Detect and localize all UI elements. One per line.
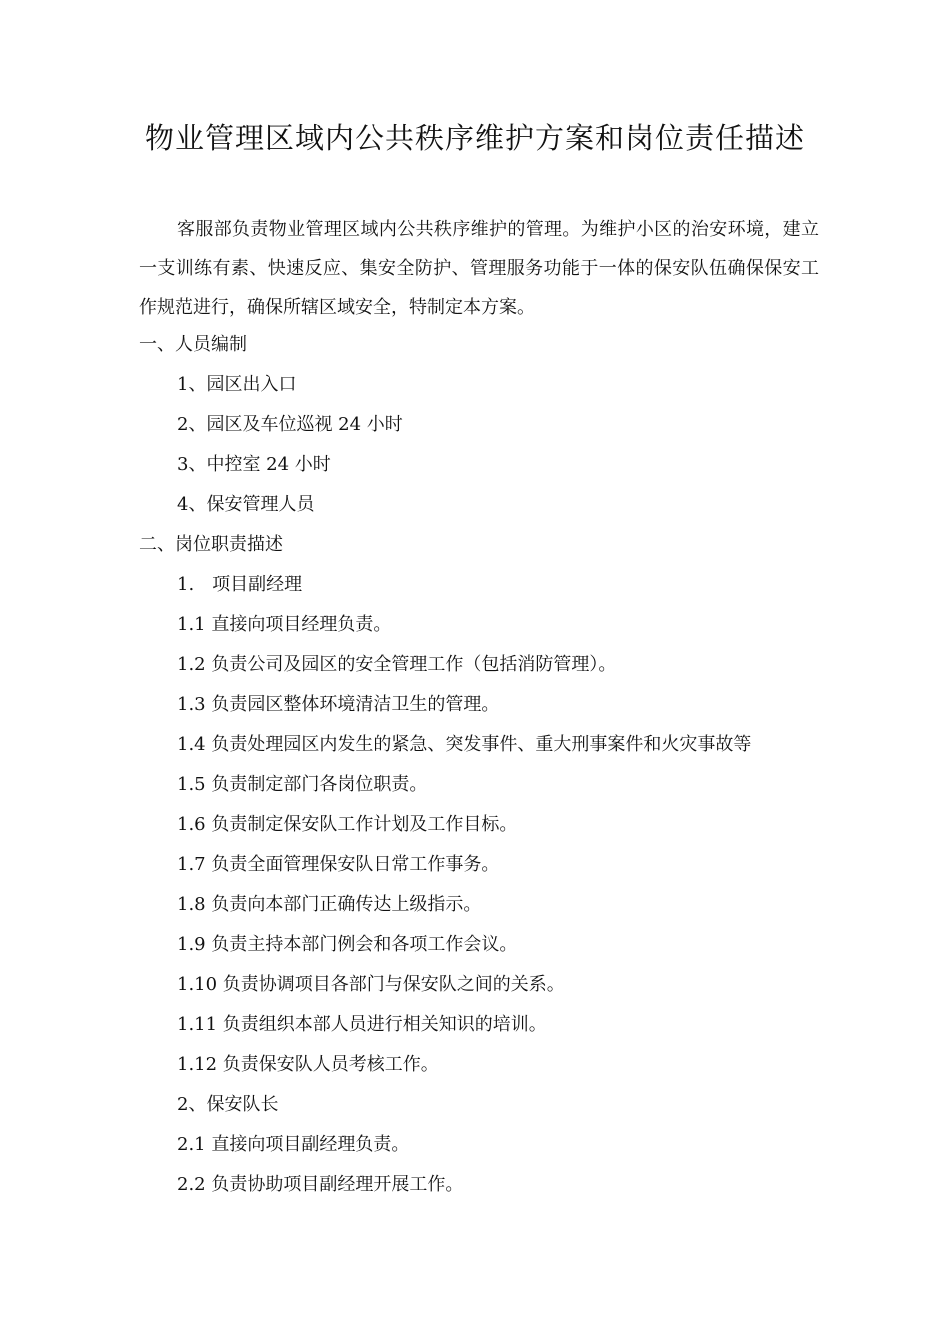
list-item: 1. 项目副经理 (177, 574, 303, 595)
list-item: 1.7 负责全面管理保安队日常工作事务。 (177, 854, 500, 875)
list-item: 2、园区及车位巡视 24 小时 (177, 414, 403, 435)
list-item: 4、保安管理人员 (177, 494, 315, 515)
list-item: 1.2 负责公司及园区的安全管理工作（包括消防管理）。 (177, 654, 617, 675)
list-item: 1.11 负责组织本部人员进行相关知识的培训。 (177, 1014, 547, 1035)
section-heading: 二、岗位职责描述 (139, 534, 283, 555)
list-item: 1.1 直接向项目经理负责。 (177, 614, 392, 635)
list-item: 3、中控室 24 小时 (177, 454, 331, 475)
list-item: 1.6 负责制定保安队工作计划及工作目标。 (177, 814, 518, 835)
list-item: 1.3 负责园区整体环境清洁卫生的管理。 (177, 694, 500, 715)
section-heading: 一、人员编制 (139, 334, 247, 355)
page-title: 物业管理区域内公共秩序维护方案和岗位责任描述 (144, 121, 805, 155)
list-item: 1.10 负责协调项目各部门与保安队之间的关系。 (177, 974, 565, 995)
list-item: 1.9 负责主持本部门例会和各项工作会议。 (177, 934, 518, 955)
list-item: 1、园区出入口 (177, 374, 297, 395)
list-item: 1.8 负责向本部门正确传达上级指示。 (177, 894, 482, 915)
list-item: 1.12 负责保安队人员考核工作。 (177, 1054, 439, 1075)
list-item: 2.1 直接向项目副经理负责。 (177, 1134, 410, 1155)
intro-paragraph: 客服部负责物业管理区域内公共秩序维护的管理。为维护小区的治安环境，建立一支训练有素、快速反应、集安全防护、管理服务功能于一体的保安队伍确保保安工作规范进行，确保所辖区域安全，特制定本方案。 (139, 219, 819, 318)
list-item: 1.4 负责处理园区内发生的紧急、突发事件、重大刑事案件和火灾事故等 (177, 734, 752, 755)
list-item: 1.5 负责制定部门各岗位职责。 (177, 774, 428, 795)
list-item: 2、保安队长 (177, 1094, 279, 1115)
list-item: 2.2 负责协助项目副经理开展工作。 (177, 1174, 464, 1195)
